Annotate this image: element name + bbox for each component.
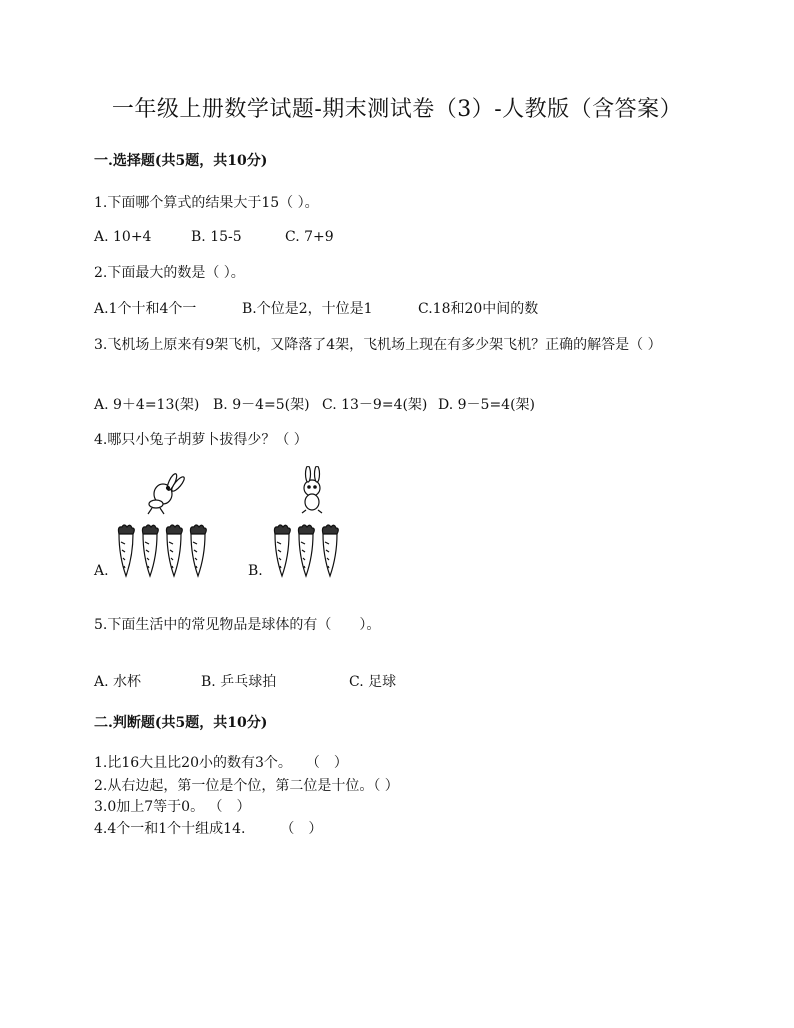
question-5-option-c: C. 足球 (349, 674, 397, 690)
question-5-text: 5.下面生活中的常见物品是球体的有（ ）。 (94, 617, 381, 633)
question-1-option-a: A. 10+4 (94, 229, 152, 245)
question-5-option-b: B. 乒乓球拍 (201, 674, 277, 690)
carrot-icon (142, 525, 158, 576)
rabbit-icon (148, 473, 186, 514)
judgement-item-2: 2.从右边起，第一位是个位，第二位是十位。（ ） (94, 778, 399, 794)
carrot-icon (322, 525, 338, 576)
question-1-text: 1.下面哪个算式的结果大于15（ ）。 (94, 195, 319, 211)
judgement-item-4: 4.4个一和1个十组成14. （ ） (94, 821, 323, 837)
carrot-row-a (118, 525, 206, 576)
section-heading-judgement: 二.判断题(共5题，共10分) (94, 715, 268, 731)
carrot-icon (118, 525, 134, 576)
carrot-icon (166, 525, 182, 576)
judgement-item-1: 1.比16大且比20小的数有3个。 （ ） (94, 755, 348, 771)
carrot-icon (298, 525, 314, 576)
carrot-icon (190, 525, 206, 576)
question-3-option-d: D. 9－5=4(架) (438, 397, 536, 413)
carrot-icon (274, 525, 290, 576)
judgement-item-3: 3.0加上7等于0。 （ ） (94, 799, 251, 815)
question-4-option-b: B. (248, 563, 263, 579)
question-3-option-a: A. 9＋4=13(架) (94, 397, 200, 413)
question-1-option-b: B. 15-5 (191, 229, 242, 245)
question-2-text: 2.下面最大的数是（ ）。 (94, 265, 245, 281)
question-2-option-a: A.1个十和4个一 (94, 301, 197, 317)
rabbit-carrots-figure-a (108, 466, 258, 578)
page-title: 一年级上册数学试题-期末测试卷（3）-人教版（含答案） (111, 97, 683, 122)
question-4-text: 4.哪只小兔子胡萝卜拔得少？（ ） (94, 432, 308, 448)
rabbit-carrots-figure-b (268, 466, 378, 578)
question-3-option-c: C. 13－9=4(架) (322, 397, 428, 413)
question-4-option-a: A. (94, 563, 109, 579)
question-5-option-a: A. 水杯 (94, 674, 142, 690)
rabbit-icon (302, 466, 322, 513)
question-2-option-b: B.个位是2，十位是1 (242, 301, 373, 317)
section-heading-choice: 一.选择题(共5题，共10分) (94, 153, 268, 169)
question-1-option-c: C. 7+9 (285, 229, 334, 245)
question-2-option-c: C.18和20中间的数 (418, 301, 539, 317)
question-3-text: 3.飞机场上原来有9架飞机，又降落了4架，飞机场上现在有多少架飞机？正确的解答是（ ） (94, 337, 662, 353)
question-3-option-b: B. 9－4=5(架) (213, 397, 310, 413)
carrot-row-b (274, 525, 338, 576)
